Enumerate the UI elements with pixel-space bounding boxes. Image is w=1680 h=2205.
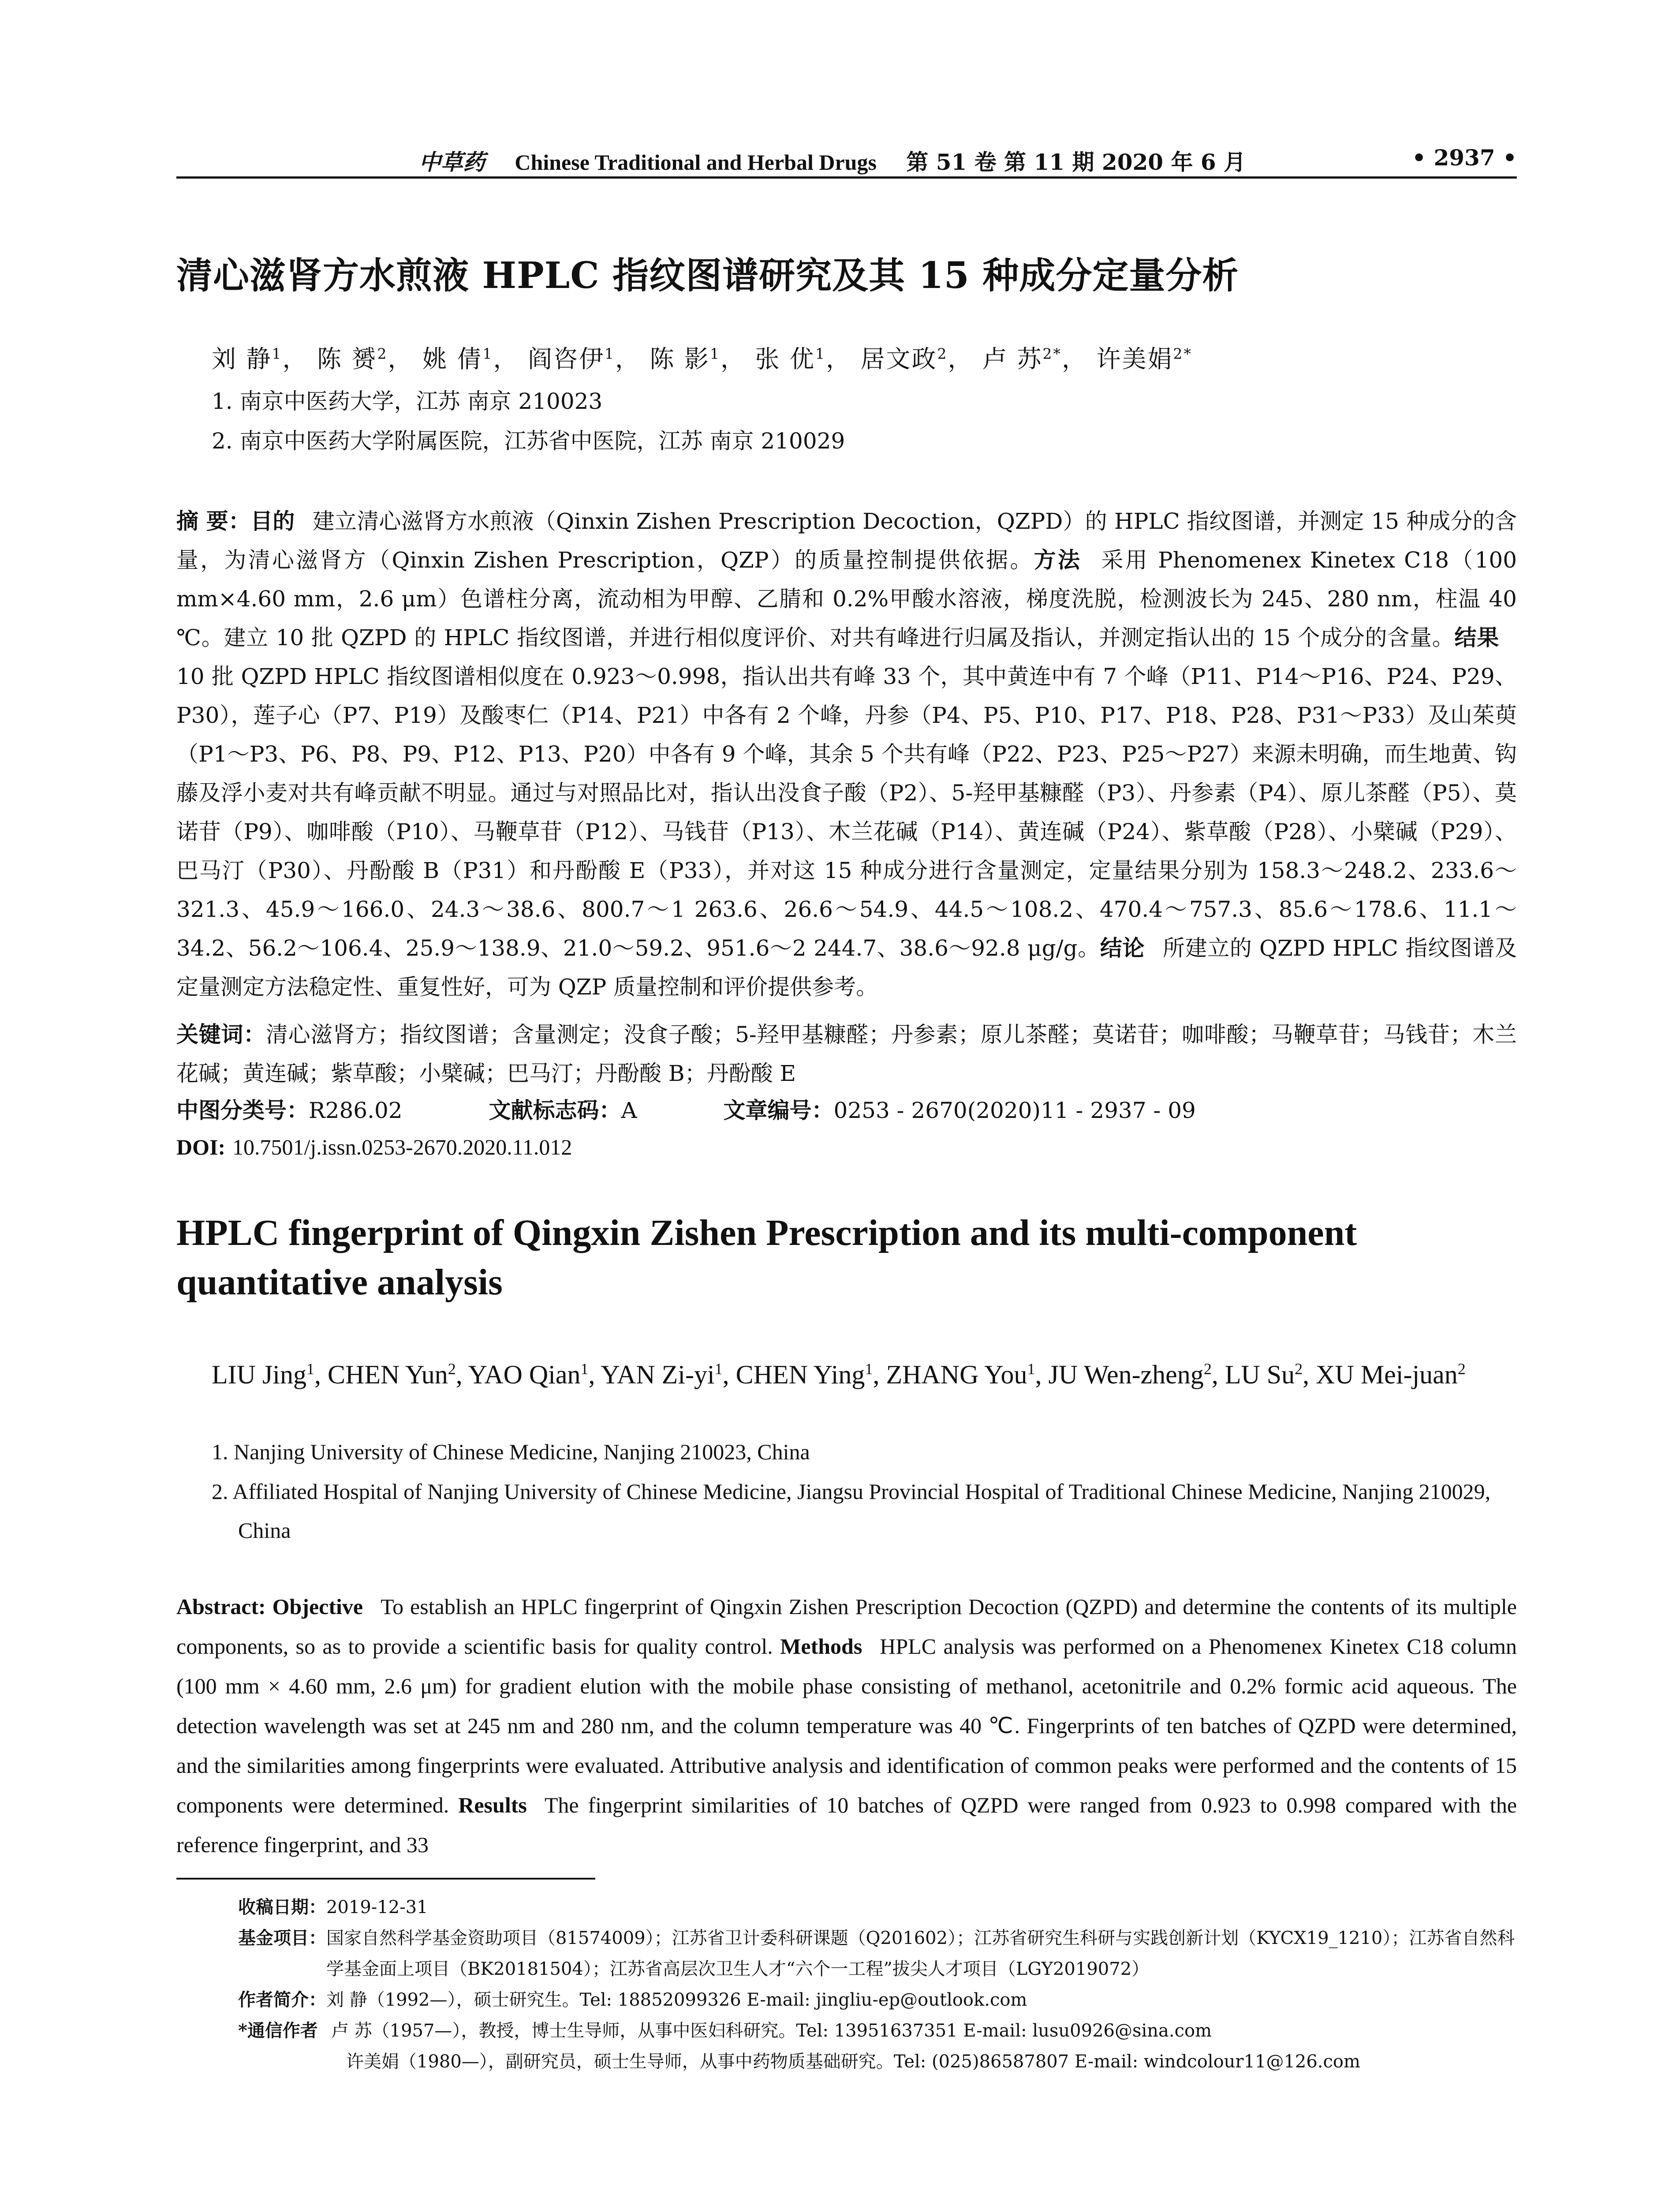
english-title: HPLC fingerprint of Qingxin Zishen Prescription and its multi-component quantitative analysis bbox=[176, 1212, 1357, 1303]
footnote-corresponding-2: 许美娟（1980—），副研究员，硕士生导师，从事中药物质基础研究。Tel: (025)86587807 E-mail: windcolour11@126.com bbox=[346, 2052, 1360, 2072]
clc-label: 中图分类号： bbox=[176, 1097, 309, 1123]
author: 刘 静$^1$， bbox=[212, 345, 308, 373]
author: XU Mei-juan$^2$ bbox=[1316, 1360, 1466, 1389]
doi-line bbox=[176, 1134, 1517, 1160]
chinese-title: 清心滋肾方水煎液 HPLC 指纹图谱研究及其 15 种成分定量分析 bbox=[176, 254, 1239, 297]
author: ZHANG You$^1$, bbox=[886, 1360, 1049, 1389]
footnote-rule bbox=[176, 1878, 595, 1880]
page-number: • 2937 • bbox=[1412, 145, 1517, 171]
chinese-keywords bbox=[176, 1015, 1517, 1093]
doc-code-label: 文献标志码： bbox=[489, 1097, 621, 1123]
methods-label: Methods bbox=[780, 1634, 862, 1659]
conclusion-label: 结论 bbox=[1100, 935, 1145, 961]
methods-text: HPLC analysis was performed on a Phenomenex Kinetex C18 column (100 mm × 4.60 mm, 2.6 μm) for gradient elution with the mobile phase consisting of methanol, acetonitrile and 0.2% formic acid aqueous. The detection wavelength was set at 245 nm and 280 nm, and the column temperature was 40 ℃. Fingerprints of ten batches of QZPD were determined, and the similarities among fingerprints were evaluated. Attributive analysis and identification of common peaks were performed and the contents of 15 components were determined. bbox=[176, 1634, 1517, 1817]
author: CHEN Ying$^1$, bbox=[735, 1360, 886, 1389]
doi-value[interactable]: 10.7501/j.issn.0253-2670.2020.11.012 bbox=[232, 1135, 572, 1159]
footnotes bbox=[238, 1892, 1517, 2077]
results-text: The fingerprint similarities of 10 batches of QZPD were ranged from 0.923 to 0.998 compared with the reference fingerprint, and 33 bbox=[176, 1793, 1517, 1857]
header-rule bbox=[176, 176, 1517, 179]
journal-name-en: Chinese Traditional and Herbal Drugs bbox=[515, 150, 877, 175]
footnote-received: 收稿日期： 2019-12-31 bbox=[238, 1897, 428, 1917]
footnote-funding: 基金项目： 国家自然科学基金资助项目（81574009）；江苏省卫计委科研课题（Q201602）；江苏省研究生科研与实践创新计划（KYCX19_1210）；江苏省自然科学基金面上项目（BK20181504）；江苏省高层次卫生人才“六个一工程”拔尖人才项目（LGY2019072） bbox=[238, 1928, 1515, 1979]
author: 陈 赟$^2$， bbox=[317, 345, 414, 373]
conclusion-text: 所建立的 QZPD HPLC 指纹图谱及定量测定方法稳定性、重复性好，可为 QZP 质量控制和评价提供参考。 bbox=[176, 935, 1517, 1000]
results-label: 结果 bbox=[1454, 624, 1499, 650]
classification-line bbox=[176, 1093, 1517, 1125]
article-no-value: 0253 - 2670(2020)11 - 2937 - 09 bbox=[833, 1098, 1196, 1123]
results-text: 10 批 QZPD HPLC 指纹图谱相似度在 0.923～0.998，指认出共有峰 33 个，其中黄连中有 7 个峰（P11、P14～P16、P24、P29、P30），莲子心（P7、P19）及酸枣仁（P14、P21）中各有 2 个峰，丹参（P4、P5、P10、P17、P18、P28、P31～P33）及山茱萸（P1～P3、P6、P8、P9、P12、P13、P20）中各有 9 个峰，其余 5 个共有峰（P22、P23、P25～P27）来源未明确，而生地黄、钩藤及浮小麦对共有峰贡献不明显。通过与对照品比对，指认出没食子酸（P2）、5-羟甲基糠醛（P3）、丹参素（P4）、原儿茶醛（P5）、莫诺苷（P9）、咖啡酸（P10）、马鞭草苷（P12）、马钱苷（P13）、木兰花碱（P14）、黄连碱（P24）、紫草酸（P28）、小檗碱（P29）、巴马汀（P30）、丹酚酸 B（P31）和丹酚酸 E（P33），并对这 15 种成分进行含量测定，定量结果分别为 158.3～248.2、233.6～321.3、45.9～166.0、24.3～38.6、800.7～1 263.6、26.6～54.9、44.5～108.2、470.4～757.3、85.6～178.6、11.1～34.2、56.2～106.4、25.9～138.9、21.0～59.2、951.6～2 244.7、38.6～92.8 μg/g。 bbox=[176, 664, 1517, 961]
author: CHEN Yun$^2$, bbox=[327, 1360, 468, 1389]
doi-label: DOI: bbox=[176, 1135, 226, 1159]
clc-value: R286.02 bbox=[309, 1098, 403, 1123]
objective-text: 建立清心滋肾方水煎液（Qinxin Zishen Prescription Decoction，QZPD）的 HPLC 指纹图谱，并测定 15 种成分的含量，为清心滋肾方（Qinxin Zishen Prescription，QZP）的质量控制提供依据。 bbox=[176, 508, 1517, 573]
chinese-affiliation-1: 1. 南京中医药大学，江苏 南京 210023 bbox=[212, 389, 603, 414]
english-affiliation-2: 2. Affiliated Hospital of Nanjing University of Chinese Medicine, Jiangsu Provincial Hospital of Traditional Chinese Medicine, Nanjing 210029, China bbox=[212, 1479, 1491, 1543]
author: YAN $Zi-yi^1$, bbox=[601, 1360, 736, 1389]
methods-label: 方法 bbox=[1034, 547, 1082, 573]
chinese-affiliation-2: 2. 南京中医药大学附属医院，江苏省中医院，江苏 南京 210029 bbox=[212, 428, 845, 454]
objective-text: To establish an HPLC fingerprint of Qingxin Zishen Prescription Decoction (QZPD) and determine the contents of its multiple components, so as to provide a scientific basis for quality control. bbox=[176, 1594, 1517, 1659]
author: 卢 苏$^{2*}$， bbox=[982, 345, 1087, 373]
article-no-label: 文章编号： bbox=[723, 1097, 834, 1123]
english-abstract bbox=[176, 1587, 1517, 1865]
author: JU Wen-zheng$^2$, bbox=[1048, 1360, 1225, 1389]
author: 许美娟$^{2*}$ bbox=[1096, 345, 1192, 373]
english-authors bbox=[212, 1349, 1517, 1395]
footnote-author-bio: 作者简介： 刘 静（1992—），硕士研究生。Tel: 18852099326 E-mail: jingliu-ep@outlook.com bbox=[238, 1989, 1027, 2010]
journal-line bbox=[419, 145, 1246, 176]
chinese-abstract bbox=[176, 502, 1517, 1006]
journal-issue: 第 51 卷 第 11 期 2020 年 6 月 bbox=[906, 149, 1246, 175]
chinese-authors bbox=[212, 340, 1517, 374]
abstract-label: Abstract: bbox=[176, 1594, 266, 1619]
author: 姚 倩$^1$， bbox=[422, 345, 519, 373]
doc-code-value: A bbox=[621, 1098, 637, 1123]
keywords-text: 清心滋肾方；指纹图谱；含量测定；没食子酸；5-羟甲基糠醛；丹参素；原儿茶醛；莫诺苷；咖啡酸；马鞭草苷；马钱苷；木兰花碱；黄连碱；紫草酸；小檗碱；巴马汀；丹酚酸 B；丹酚酸 E bbox=[176, 1022, 1517, 1086]
author: 居文政$^2$， bbox=[860, 345, 974, 373]
english-affiliation-1: 1. Nanjing University of Chinese Medicine, Nanjing 210023, China bbox=[212, 1439, 810, 1464]
author: 张 优$^1$， bbox=[755, 345, 851, 373]
running-header bbox=[176, 140, 1517, 176]
author: LIU Jing$^1$, bbox=[212, 1360, 328, 1389]
author: 阎咨伊$^1$， bbox=[527, 345, 641, 373]
objective-label: 目的 bbox=[250, 508, 295, 534]
objective-label: Objective bbox=[272, 1594, 363, 1619]
keywords-label: 关键词： bbox=[176, 1021, 266, 1047]
author: YAO Qian$^1$, bbox=[468, 1360, 601, 1389]
results-label: Results bbox=[458, 1793, 527, 1817]
author: 陈 影$^1$， bbox=[650, 345, 746, 373]
author: LU Su$^2$, bbox=[1225, 1360, 1316, 1389]
abstract-label: 摘 要： bbox=[176, 508, 251, 534]
methods-text: 采用 Phenomenex Kinetex C18（100 mm×4.60 mm，2.6 μm）色谱柱分离，流动相为甲醇、乙腈和 0.2%甲酸水溶液，梯度洗脱，检测波长为 245、280 nm，柱温 40 ℃。建立 10 批 QZPD 的 HPLC 指纹图谱，并进行相似度评价、对共有峰进行归属及指认，并测定指认出的 15 个成分的含量。 bbox=[176, 547, 1517, 650]
journal-name-cn: 中草药 bbox=[419, 149, 485, 175]
footnote-corresponding-1: *通信作者 卢 苏（1957—），教授，博士生导师，从事中医妇科研究。Tel: 13951637351 E-mail: lusu0926@sina.com bbox=[238, 2020, 1212, 2041]
